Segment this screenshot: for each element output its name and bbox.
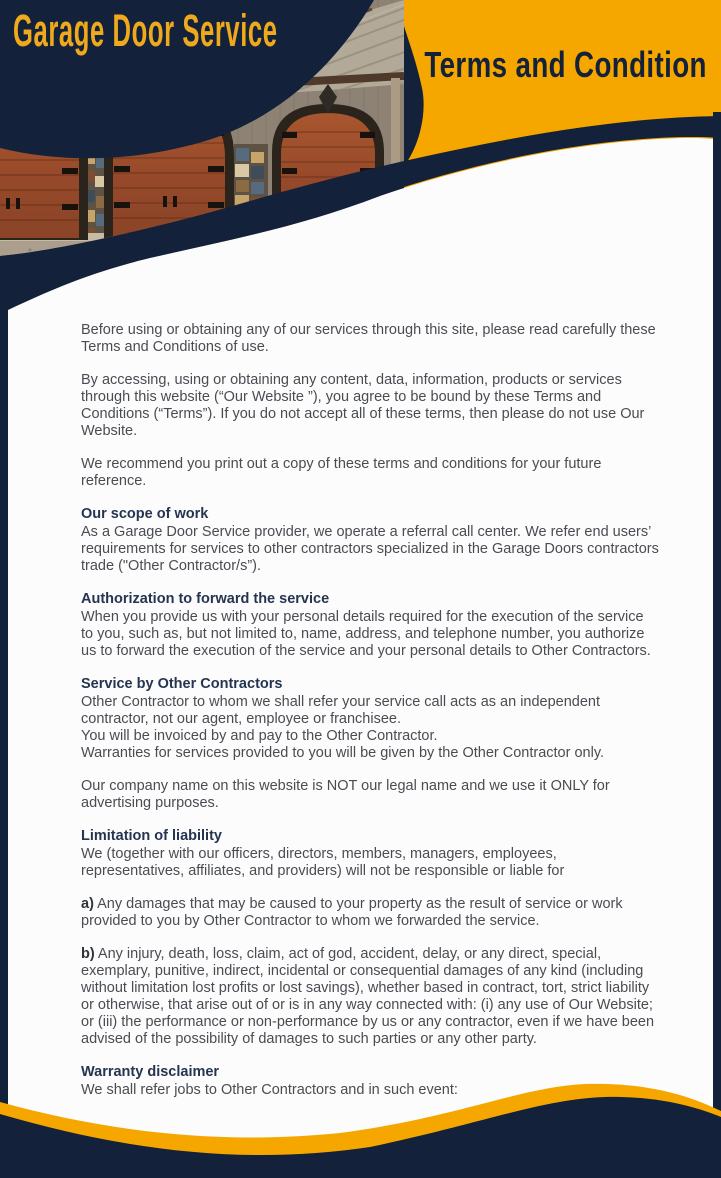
paragraph-line: You will be invoiced by and pay to the Other Contractor. xyxy=(81,728,438,744)
section-heading: Limitation of liability xyxy=(81,828,222,844)
section-heading: Our scope of work xyxy=(81,506,209,522)
terms-content xyxy=(81,322,659,1099)
paragraph: As a Garage Door Service provider, we operate a referral call center. We refer end users’ requirements for services to other contractors specialized in the Garage Doors contractors trade ("Other Contractor/s”). xyxy=(81,524,659,574)
paragraph: Our company name on this website is NOT our legal name and we use it ONLY for advertising purposes. xyxy=(81,778,610,811)
paragraph: We (together with our officers, directors, members, managers, employees, representatives, affiliates, and providers) will not be responsible or liable for xyxy=(81,846,565,879)
paragraph-line: Other Contractor to whom we shall refer your service call acts as an independent contractor, not our agent, employee or franchisee. xyxy=(81,694,601,727)
paragraph xyxy=(81,694,659,762)
paragraph: a) Any damages that may be caused to your property as the result of service or work provided to you by Other Contractor to whom we forwarded the service. xyxy=(81,896,623,929)
paragraph: b) Any injury, death, loss, claim, act of god, accident, delay, or any direct, special, exemplary, punitive, indirect, incidental or consequential damages of any kind (including without limitation lost profits or lost savings), whether based in contract, tort, strict liability or otherwise, that arise out of or is in any way connected with: (i) any use of Our Website; or (iii) the performance or non-performance by us or any contractor, even if we have been advised of the possibility of damages to such parties or any other party. xyxy=(81,946,655,1047)
site-logo: Garage Door Service xyxy=(13,5,278,56)
footer-wave xyxy=(0,1078,721,1178)
page-title: Terms and Condition xyxy=(424,44,707,85)
section-heading: Service by Other Contractors xyxy=(81,676,283,692)
paragraph: By accessing, using or obtaining any content, data, information, products or services through this website (“Our Website ”), you agree to be bound by these Terms and Conditions (“Terms”). If you do not accept all of these terms, then please do not use Our Website. xyxy=(81,372,645,439)
list-letter: a) xyxy=(81,896,94,912)
section-heading: Warranty disclaimer xyxy=(81,1064,220,1080)
paragraph: We recommend you print out a copy of these terms and conditions for your future reference. xyxy=(81,456,602,489)
section-heading: Authorization to forward the service xyxy=(81,591,330,607)
list-letter: b) xyxy=(81,946,95,962)
paragraph: When you provide us with your personal details required for the execution of the service to you, such as, but not limited to, name, address, and telephone number, you authorize us to forward the execution of the service and your personal details to Other Contractors. xyxy=(81,609,651,659)
paragraph: Before using or obtaining any of our services through this site, please read carefully these Terms and Conditions of use. xyxy=(81,322,656,355)
paragraph: We shall refer jobs to Other Contractors and in such event: xyxy=(81,1082,458,1098)
right-border xyxy=(713,112,721,346)
paragraph-line: Warranties for services provided to you will be given by the Other Contractor only. xyxy=(81,745,605,761)
